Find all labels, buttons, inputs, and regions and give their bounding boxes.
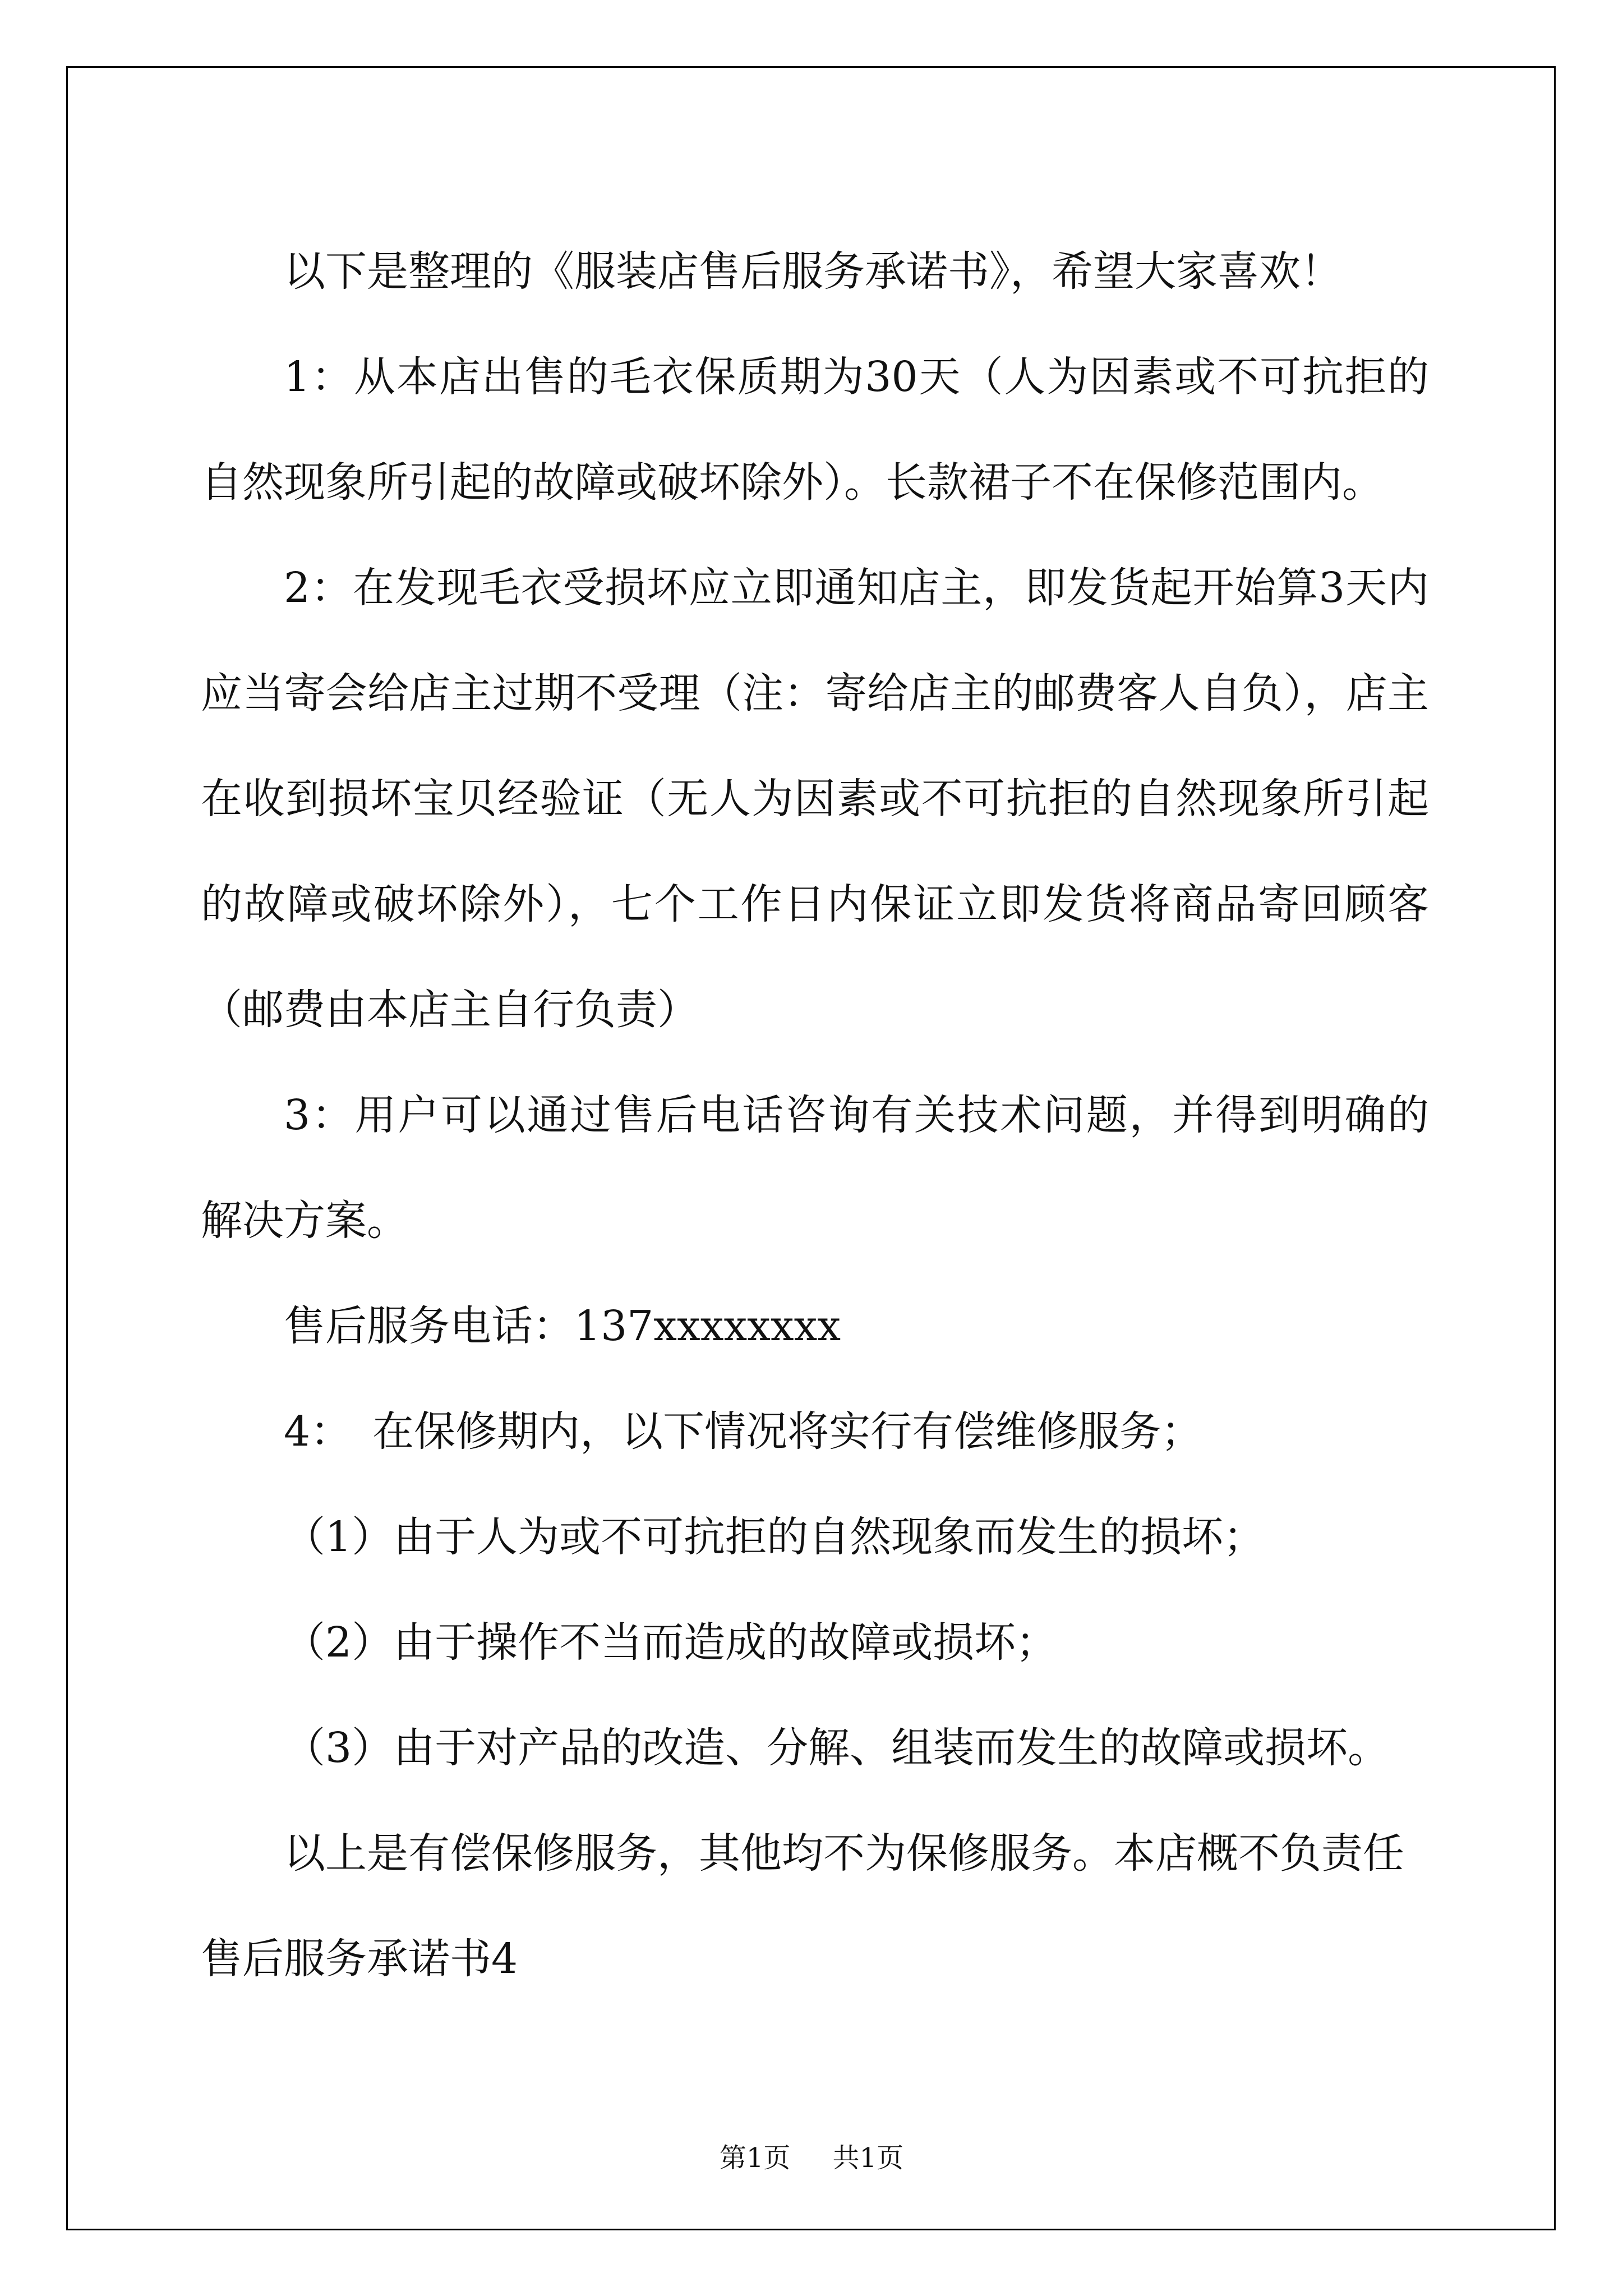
clause-4-paragraph: 4： 在保修期内，以下情况将实行有偿维修服务； [284,1407,1203,1456]
service-phone: 售后服务电话：137xxxxxxxx [284,1302,841,1350]
page-footer [0,2136,1623,2175]
clause-3-paragraph: 3：用户可以通过售后电话咨询有关技术问题，并得到明确的解决方案。 [201,1091,1429,1245]
document-body [201,219,1429,2012]
clause-1-paragraph: 1：从本店出售的毛衣保质期为30天（人为因素或不可抗拒的自然现象所引起的故障或破坏除外）。长款裙子不在保修范围内。 [201,353,1429,507]
page-number-total: 共1页 [832,2142,904,2174]
clause-2-paragraph: 2：在发现毛衣受损坏应立即通知店主，即发货起开始算3天内应当寄会给店主过期不受理（注：寄给店主的邮费客人自负），店主在收到损坏宝贝经验证（无人为因素或不可抗拒的自然现象所引起的故障或破坏除外），七个工作日内保证立即发货将商品寄回顾客（邮费由本店主自行负责） [201,564,1429,1034]
page-number-current: 第1页 [719,2142,791,2174]
clause-4-item-3: （3）由于对产品的改造、分解、组装而发生的故障或损坏。 [284,1724,1390,1772]
clause-4-item-2: （2）由于操作不当而造成的故障或损坏； [284,1618,1058,1667]
intro-paragraph: 以下是整理的《服装店售后服务承诺书》，希望大家喜欢！ [284,247,1342,296]
closing-paragraph: 以上是有偿保修服务，其他均不为保修服务。本店概不负责任 [284,1829,1404,1878]
next-section-title: 售后服务承诺书4 [201,1935,518,1983]
clause-4-item-1: （1）由于人为或不可抗拒的自然现象而发生的损坏； [284,1513,1265,1561]
